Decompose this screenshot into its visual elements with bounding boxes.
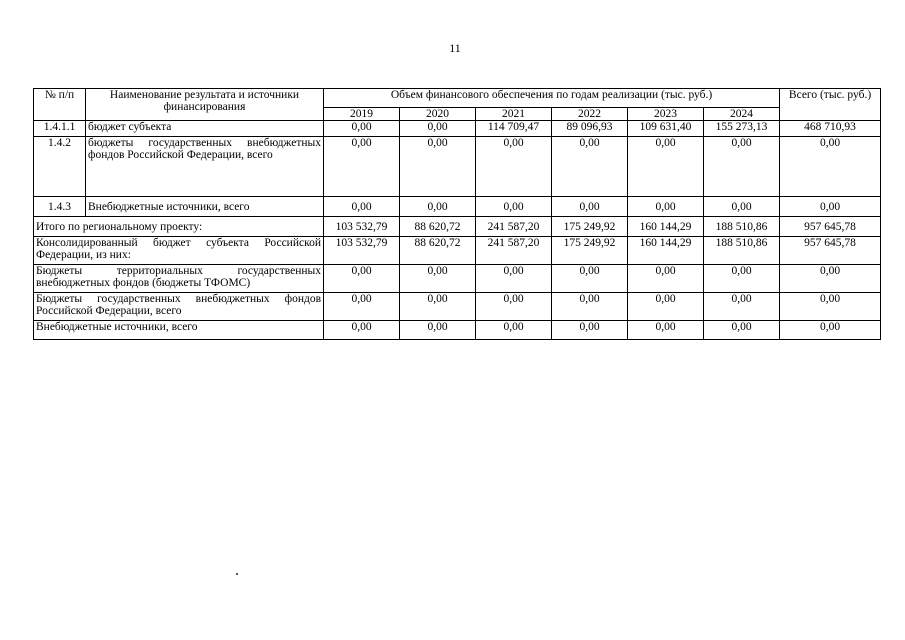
summary-value: 103 532,79 xyxy=(324,237,400,265)
summary-value: 188 510,86 xyxy=(704,237,780,265)
header-year: 2023 xyxy=(628,108,704,121)
row-value: 0,00 xyxy=(400,197,476,217)
row-num: 1.4.1.1 xyxy=(34,121,86,137)
summary-total: 957 645,78 xyxy=(780,217,881,237)
row-value: 0,00 xyxy=(324,197,400,217)
scan-speck xyxy=(236,573,238,575)
row-name: бюджет субъекта xyxy=(86,121,324,137)
summary-value: 0,00 xyxy=(476,293,552,321)
summary-value: 188 510,86 xyxy=(704,217,780,237)
summary-value: 0,00 xyxy=(324,293,400,321)
summary-row xyxy=(34,237,881,265)
row-value: 0,00 xyxy=(476,197,552,217)
summary-value: 0,00 xyxy=(704,293,780,321)
summary-value: 0,00 xyxy=(552,265,628,293)
summary-value: 0,00 xyxy=(704,321,780,340)
summary-name: Бюджеты территориальных государственных внебюджетных фондов (бюджеты ТФОМС) xyxy=(34,265,324,293)
row-value: 114 709,47 xyxy=(476,121,552,137)
row-total: 0,00 xyxy=(780,137,881,197)
summary-row xyxy=(34,265,881,293)
summary-value: 0,00 xyxy=(400,265,476,293)
row-total: 468 710,93 xyxy=(780,121,881,137)
summary-value: 160 144,29 xyxy=(628,237,704,265)
summary-total: 0,00 xyxy=(780,321,881,340)
summary-value: 0,00 xyxy=(476,265,552,293)
table-row xyxy=(34,137,881,197)
table-row xyxy=(34,197,881,217)
row-total: 0,00 xyxy=(780,197,881,217)
row-name: Внебюджетные источники, всего xyxy=(86,197,324,217)
summary-value: 0,00 xyxy=(324,265,400,293)
summary-value: 175 249,92 xyxy=(552,237,628,265)
row-value: 0,00 xyxy=(628,137,704,197)
summary-name: Бюджеты государственных внебюджетных фондов Российской Федерации, всего xyxy=(34,293,324,321)
row-num: 1.4.2 xyxy=(34,137,86,197)
summary-value: 160 144,29 xyxy=(628,217,704,237)
row-value: 0,00 xyxy=(628,197,704,217)
header-years-group: Объем финансового обеспечения по годам реализации (тыс. руб.) xyxy=(324,89,780,108)
summary-value: 0,00 xyxy=(400,293,476,321)
summary-value: 0,00 xyxy=(704,265,780,293)
summary-total: 0,00 xyxy=(780,293,881,321)
summary-value: 103 532,79 xyxy=(324,217,400,237)
page-number: 11 xyxy=(449,41,461,55)
summary-value: 0,00 xyxy=(628,321,704,340)
summary-value: 175 249,92 xyxy=(552,217,628,237)
row-value: 0,00 xyxy=(704,137,780,197)
summary-value: 0,00 xyxy=(628,265,704,293)
row-value: 0,00 xyxy=(324,121,400,137)
row-value: 0,00 xyxy=(400,137,476,197)
summary-value: 0,00 xyxy=(628,293,704,321)
summary-total: 957 645,78 xyxy=(780,237,881,265)
row-value: 0,00 xyxy=(552,197,628,217)
summary-value: 0,00 xyxy=(400,321,476,340)
header-row xyxy=(34,89,881,108)
summary-value: 0,00 xyxy=(324,321,400,340)
header-total: Всего (тыс. руб.) xyxy=(780,89,881,121)
summary-name: Консолидированный бюджет субъекта Российской Федерации, из них: xyxy=(34,237,324,265)
summary-value: 88 620,72 xyxy=(400,217,476,237)
table-row xyxy=(34,121,881,137)
summary-value: 0,00 xyxy=(552,321,628,340)
row-value: 155 273,13 xyxy=(704,121,780,137)
row-value: 0,00 xyxy=(400,121,476,137)
header-year: 2024 xyxy=(704,108,780,121)
summary-row xyxy=(34,293,881,321)
summary-value: 241 587,20 xyxy=(476,217,552,237)
summary-name: Внебюджетные источники, всего xyxy=(34,321,324,340)
summary-value: 88 620,72 xyxy=(400,237,476,265)
row-value: 0,00 xyxy=(704,197,780,217)
row-name: бюджеты государственных внебюджетных фондов Российской Федерации, всего xyxy=(86,137,324,197)
row-value: 89 096,93 xyxy=(552,121,628,137)
header-year: 2019 xyxy=(324,108,400,121)
summary-name: Итого по региональному проекту: xyxy=(34,217,324,237)
summary-value: 0,00 xyxy=(552,293,628,321)
summary-row xyxy=(34,217,881,237)
financing-table xyxy=(33,88,881,340)
summary-value: 0,00 xyxy=(476,321,552,340)
row-value: 0,00 xyxy=(324,137,400,197)
header-year: 2022 xyxy=(552,108,628,121)
row-num: 1.4.3 xyxy=(34,197,86,217)
summary-row xyxy=(34,321,881,340)
row-value: 109 631,40 xyxy=(628,121,704,137)
header-year: 2020 xyxy=(400,108,476,121)
summary-total: 0,00 xyxy=(780,265,881,293)
row-value: 0,00 xyxy=(476,137,552,197)
summary-value: 241 587,20 xyxy=(476,237,552,265)
row-value: 0,00 xyxy=(552,137,628,197)
header-num: № п/п xyxy=(34,89,86,121)
header-name: Наименование результата и источники финансирования xyxy=(86,89,324,121)
header-year: 2021 xyxy=(476,108,552,121)
